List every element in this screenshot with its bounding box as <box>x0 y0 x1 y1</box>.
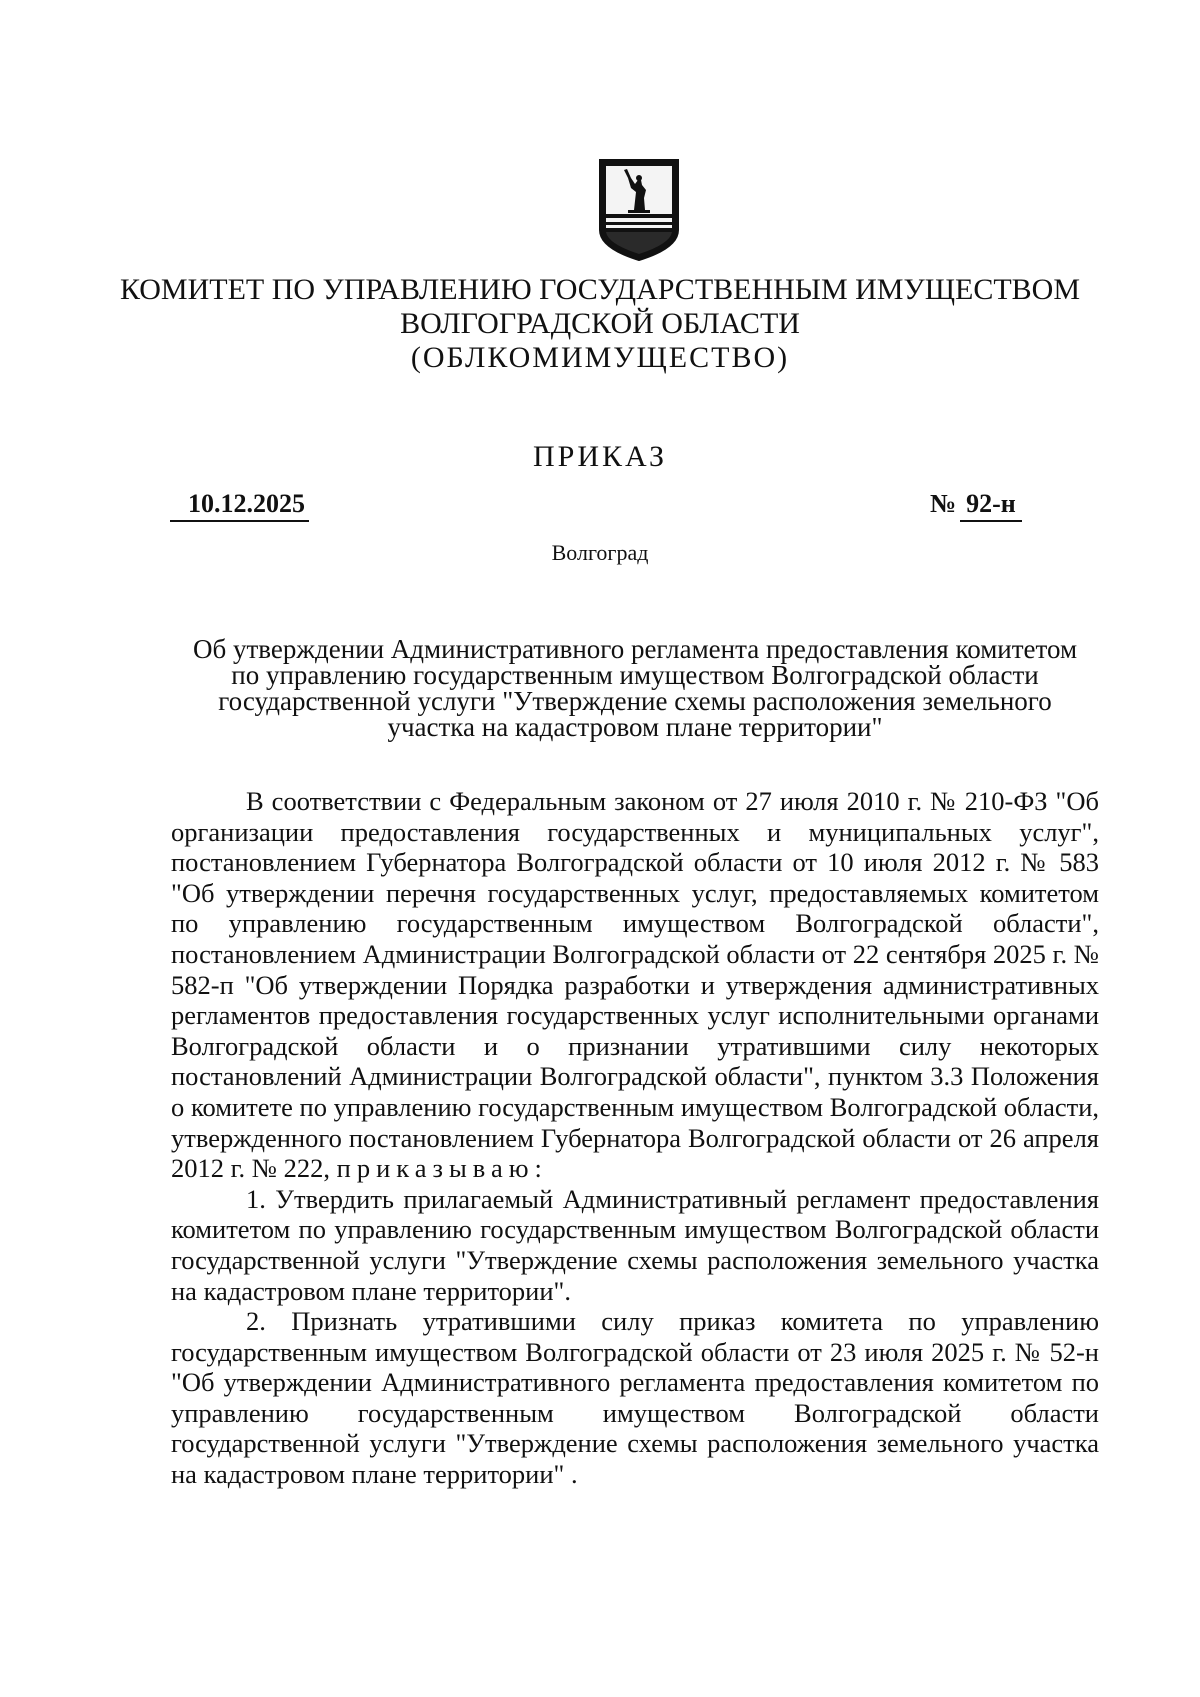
order-date: 10.12.2025 <box>170 488 309 522</box>
order-city: Волгоград <box>551 540 649 565</box>
subject-line-1: Об утверждении Административного регламента предоставления комитетом <box>192 634 1078 664</box>
order-subject <box>170 636 1100 740</box>
subject-line-4: участка на кадастровом плане территории" <box>387 712 883 742</box>
order-title: ПРИКАЗ <box>533 440 667 473</box>
subject-line-3: государственной услуги "Утверждение схемы расположения земельного <box>218 686 1052 716</box>
subject-line-2: по управлению государственным имуществом Волгоградской области <box>231 660 1039 690</box>
order-item-1: 1. Утвердить прилагаемый Административный регламент предоставления комитетом по управлению государственным имуществом Волгоградской области государственной услуги "Утверждение схемы расположения земельного участка на кадастровом плане территории". <box>171 1183 1099 1306</box>
preamble-text: В соответствии с Федеральным законом от 27 июля 2010 г. № 210-ФЗ "Об организации предоставления государственных и муниципальных услуг", постановлением Губернатора Волгоградской области от 10 июля 2012 г. № 583 "Об утверждении перечня государственных услуг, предоставляемых комитетом по управлению государственным имуществом Волгоградской области", постановлением Администрации Волгоградской области от 22 сентября 2025 г. № 582-п "Об утверждении Порядка разработки и утверждения административных регламентов предоставления государственных услуг исполнительными органами Волгоградской области и о признании утратившими силу некоторых постановлений Администрации Волгоградской области", пунктом 3.3 Положения о комитете по управлению государственным имуществом Волгоградской области, утвержденного постановлением Губернатора Волгоградской области от 26 апреля 2012 г. № 222, <box>171 786 1099 1184</box>
order-number-value: 92-н <box>960 488 1022 522</box>
number-sign: № <box>930 489 957 518</box>
order-item-2: 2. Признать утратившими силу приказ комитета по управлению государственным имуществом Волгоградской области от 23 июля 2025 г. № 52-н "Об утверждении Административного регламента предоставления комитетом по управлению государственным имуществом Волгоградской области государственной услуги "Утверждение схемы расположения земельного участка на кадастровом плане территории" . <box>171 1306 1099 1490</box>
org-name-line-1: КОМИТЕТ ПО УПРАВЛЕНИЮ ГОСУДАРСТВЕННЫМ ИМУЩЕСТВОМ <box>119 273 1080 306</box>
org-abbreviation: (ОБЛКОМИМУЩЕСТВО) <box>410 341 790 374</box>
volgograd-coat-of-arms-icon <box>598 158 680 262</box>
order-body <box>171 786 1099 1490</box>
preamble-paragraph <box>171 786 1099 1184</box>
order-number <box>930 488 1022 522</box>
directive-word: приказываю: <box>336 1153 548 1184</box>
org-name-line-2: ВОЛГОГРАДСКОЙ ОБЛАСТИ <box>400 307 800 340</box>
